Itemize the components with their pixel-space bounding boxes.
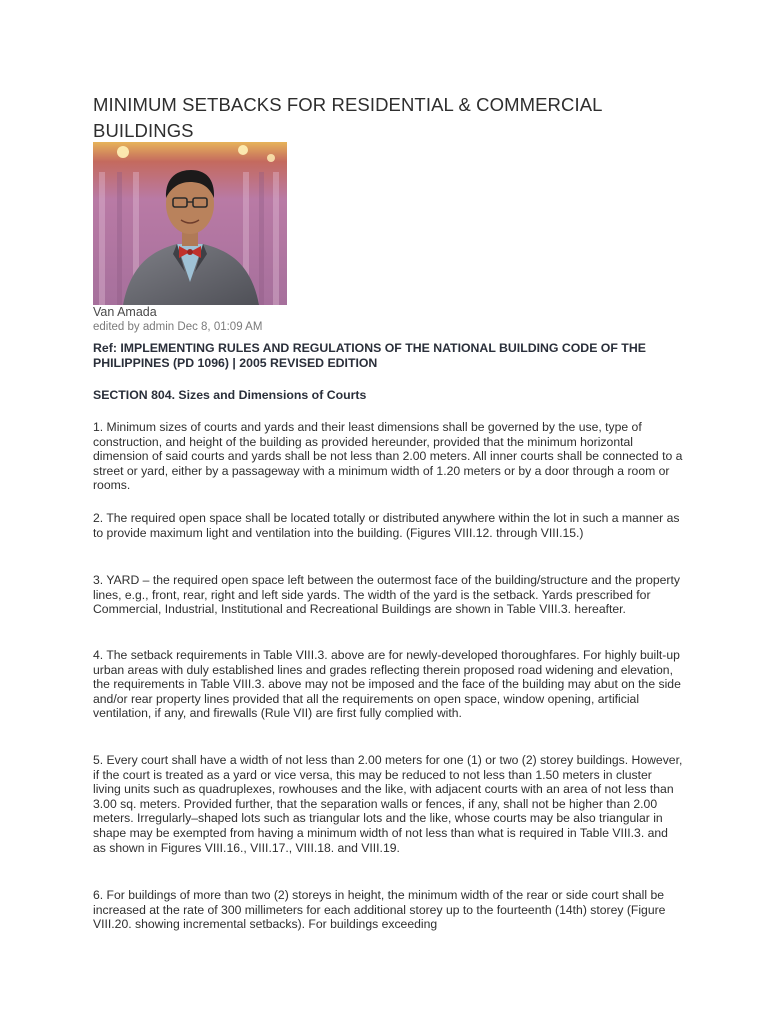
paragraph-6: 6. For buildings of more than two (2) storeys in height, the minimum width of the rear or side court shall be increased at the rate of 300 millimeters for each additional storey up to the fourteenth (14th) storey (Figure VIII.20. showing incremental setbacks). For buildings exceeding (93, 888, 666, 932)
paragraph-3: 3. YARD – the required open space left between the outermost face of the building/structure and the property lines, e.g., front, rear, right and left side yards. The width of the yard is the setback. Yards prescribed for Commercial, Industrial, Institutional and Recreational Buildings are shown in Table VIII.3. hereafter. (93, 573, 680, 617)
author-photo (93, 142, 287, 305)
edited-meta: edited by admin Dec 8, 01:09 AM (93, 321, 263, 333)
paragraph-1: 1. Minimum sizes of courts and yards and their least dimensions shall be governed by the use, type of construction, and height of the building as provided hereunder, provided that the minimum horizontal dimension of said courts and yards shall be not less than 2.00 meters. All inner courts shall be connected to a street or yard, either by a passageway with a minimum width of 1.20 meters or by a door through a room or rooms. (93, 420, 683, 493)
page-title: MINIMUM SETBACKS FOR RESIDENTIAL & COMMERCIAL BUILDINGS (93, 94, 602, 141)
paragraph-5: 5. Every court shall have a width of not less than 2.00 meters for one (1) or two (2) storey buildings. However, if the court is treated as a yard or vice versa, this may be reduced to not less than 1.50 meters in cluster living units such as quadruplexes, rowhouses and the like, with adjacent courts with an area of not less than 3.00 sq. meters. Provided further, that the separation walls or fences, if any, shall not be higher than 2.00 meters. Irregularly–shaped lots such as triangular lots and the like, whose courts may be also triangular in shape may be exempted from having a minimum width of not less than what is required in Table VIII.3. and as shown in Figures VIII.16., VIII.17., VIII.18. and VIII.19. (93, 753, 683, 855)
paragraph-2: 2. The required open space shall be located totally or distributed anywhere within the lot in such a manner as to provide maximum light and ventilation into the building. (Figures VIII.12. through VIII.15.) (93, 511, 680, 540)
section-title: SECTION 804. Sizes and Dimensions of Courts (93, 388, 367, 402)
author-name[interactable]: Van Amada (93, 305, 157, 319)
paragraph-4: 4. The setback requirements in Table VIII.3. above are for newly-developed thoroughfares. For highly built-up urban areas with duly established lines and grades reflecting therein proposed road widening and elevation, the requirements in Table VIII.3. above may not be imposed and the face of the building may abut on the side and/or rear property lines provided that all the requirements on open space, window opening, artificial ventilation, if any, and firewalls (Rule VII) are first fully complied with. (93, 648, 681, 721)
reference-heading: Ref: IMPLEMENTING RULES AND REGULATIONS OF THE NATIONAL BUILDING CODE OF THE PHILIPPINES (PD 1096) | 2005 REVISED EDITION (93, 341, 646, 370)
